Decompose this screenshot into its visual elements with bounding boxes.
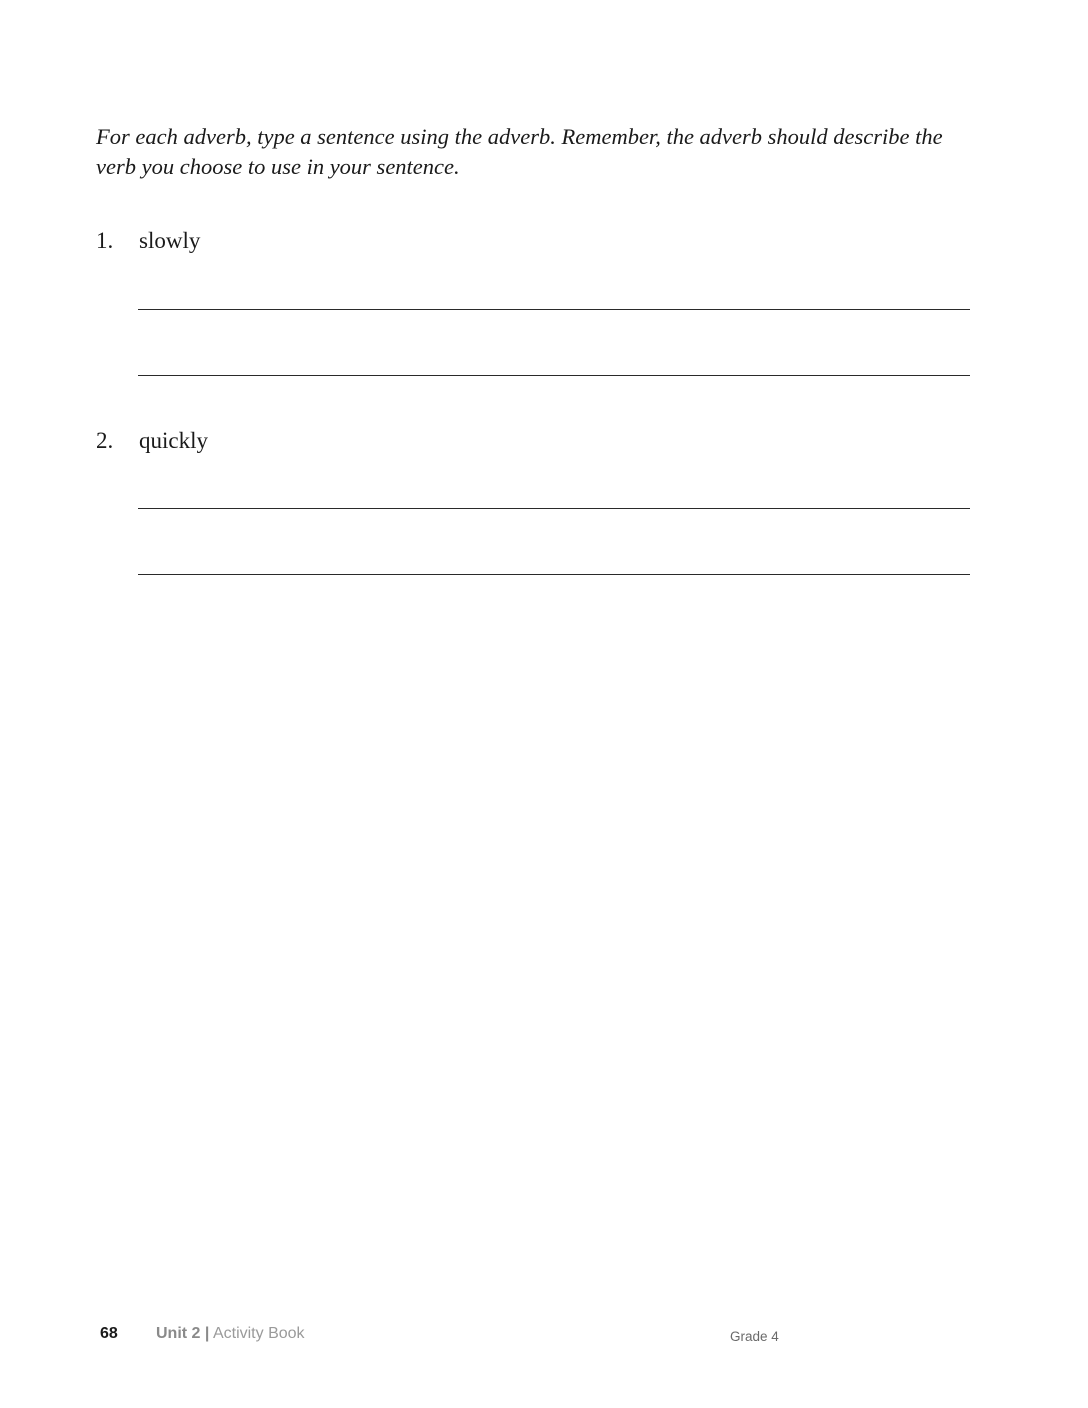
footer-unit-label: [156, 1324, 305, 1344]
footer-book: Activity Book: [212, 1325, 305, 1342]
footer-separator: |: [204, 1325, 210, 1342]
item-1-number: 1.: [96, 228, 114, 253]
item-2-number: 2.: [96, 428, 114, 453]
page-number: 68: [100, 1325, 118, 1342]
item-1-answer-line-1[interactable]: [138, 309, 970, 310]
footer-grade: Grade 4: [730, 1329, 779, 1344]
item-1-answer-line-2[interactable]: [138, 375, 970, 376]
item-2-answer-line-1[interactable]: [138, 508, 970, 509]
footer-unit: Unit 2: [156, 1325, 201, 1342]
item-2-answer-line-2[interactable]: [138, 574, 970, 575]
instructions-text: For each adverb, type a sentence using the adverb. Remember, the adverb should describe the verb you choose to use in your sentence.: [96, 124, 943, 179]
item-1-word: slowly: [139, 228, 201, 253]
item-2-word: quickly: [139, 428, 208, 453]
